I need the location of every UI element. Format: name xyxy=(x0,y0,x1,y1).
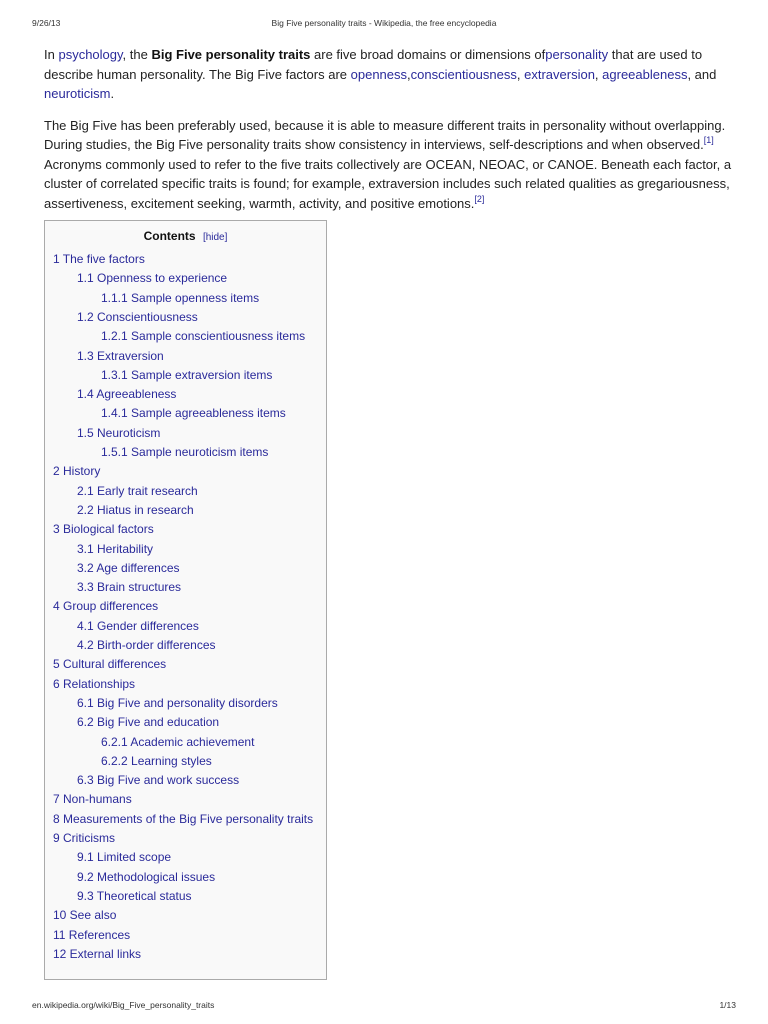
text: . xyxy=(110,86,115,101)
toc-item[interactable]: 4.1 Gender differences xyxy=(77,618,199,633)
toc-item[interactable]: 9 Criticisms xyxy=(53,831,115,845)
toc-item[interactable]: 11 References xyxy=(53,927,131,942)
toc-item[interactable]: 5 Cultural differences xyxy=(53,657,167,672)
text: , the xyxy=(122,47,152,62)
toc-item[interactable]: 6.2.1 Academic achievement xyxy=(101,734,255,749)
table-of-contents xyxy=(44,220,327,980)
toc-header xyxy=(45,229,326,243)
toc-item[interactable]: 4 Group differences xyxy=(53,599,159,614)
link-neuroticism[interactable]: neuroticism xyxy=(44,86,111,101)
toc-hide-toggle[interactable]: [hide] xyxy=(202,232,228,243)
toc-item[interactable]: 9.3 Theoretical status xyxy=(77,888,192,903)
page-number: 1/13 xyxy=(719,1000,736,1010)
bold-term: Big Five personality traits xyxy=(151,47,311,62)
toc-item[interactable]: 1.1.1 Sample openness items xyxy=(101,290,260,305)
toc-item[interactable]: 6.2.2 Learning styles xyxy=(101,753,212,768)
toc-item[interactable]: 12 External links xyxy=(53,946,142,961)
text: , xyxy=(516,66,525,82)
toc-item[interactable]: 9.2 Methodological issues xyxy=(77,869,216,884)
print-url: en.wikipedia.org/wiki/Big_Five_personality_traits xyxy=(32,1000,215,1010)
toc-item[interactable]: 3.3 Brain structures xyxy=(77,580,182,595)
article-body xyxy=(44,45,734,225)
toc-item[interactable]: 7 Non-humans xyxy=(53,792,132,807)
toc-item[interactable]: 2.2 Hiatus in research xyxy=(77,502,194,517)
toc-item[interactable]: 1.2.1 Sample conscientiousness items xyxy=(101,329,306,344)
link-openness[interactable]: openness xyxy=(350,66,408,82)
toc-item[interactable]: 1.4.1 Sample agreeableness items xyxy=(101,406,286,421)
toc-item[interactable]: 8 Measurements of the Big Five personality traits xyxy=(53,811,314,826)
toc-item[interactable]: 1.3.1 Sample extraversion items xyxy=(101,367,273,382)
link-agreeableness[interactable]: agreeableness xyxy=(602,66,688,82)
toc-item[interactable]: 10 See also xyxy=(53,908,117,923)
toc-title: Contents xyxy=(143,229,196,243)
toc-item[interactable]: 9.1 Limited scope xyxy=(77,850,172,865)
toc-item[interactable]: 6.3 Big Five and work success xyxy=(77,773,240,788)
text: The Big Five has been preferably used, because it is able to measure different traits in personality without overlapping. During studies, the Big Five personality traits show consistency in interviews, self-descriptions and when observed. xyxy=(44,117,726,152)
link-psychology[interactable]: psychology xyxy=(58,47,123,62)
toc-item[interactable]: 6.1 Big Five and personality disorders xyxy=(77,695,278,710)
text: , xyxy=(594,66,603,82)
toc-item[interactable]: 1.3 Extraversion xyxy=(77,348,164,363)
intro-paragraph-2 xyxy=(44,116,734,214)
link-extraversion[interactable]: extraversion xyxy=(524,66,595,82)
toc-item[interactable]: 3.1 Heritability xyxy=(77,541,154,556)
text: are five broad domains or dimensions of xyxy=(310,47,546,62)
text: Acronyms commonly used to refer to the five traits collectively are OCEAN, NEOAC, or CANOE. Beneath each factor, a cluster of correlated specific traits is found; for example, extraversion includes such related qualities as gregariousness, assertiveness, excitement seeking, warmth, activity, and positive emotions. xyxy=(44,156,732,211)
toc-item[interactable]: 1.5 Neuroticism xyxy=(77,425,161,440)
print-date: 9/26/13 xyxy=(32,18,61,28)
toc-item[interactable]: 3 Biological factors xyxy=(53,522,154,537)
toc-item[interactable]: 6.2 Big Five and education xyxy=(77,715,220,730)
toc-item[interactable]: 2 History xyxy=(53,464,101,479)
link-conscientiousness[interactable]: conscientiousness xyxy=(410,66,517,82)
print-page-title: Big Five personality traits - Wikipedia, the free encyclopedia xyxy=(271,18,497,28)
link-personality[interactable]: personality xyxy=(545,47,609,62)
toc-item[interactable]: 1.5.1 Sample neuroticism items xyxy=(101,445,269,459)
toc-item[interactable]: 6 Relationships xyxy=(53,676,136,691)
toc-item[interactable]: 4.2 Birth-order differences xyxy=(77,638,216,652)
toc-item[interactable]: 1.4 Agreeableness xyxy=(77,387,177,402)
toc-item[interactable]: 1.2 Conscientiousness xyxy=(77,309,198,324)
text: In xyxy=(44,47,59,62)
intro-paragraph-1 xyxy=(44,45,734,104)
toc-item[interactable]: 1 The five factors xyxy=(53,252,145,266)
text: , and xyxy=(687,66,717,82)
toc-item[interactable]: 3.2 Age differences xyxy=(77,560,180,575)
toc-item[interactable]: 1.1 Openness to experience xyxy=(77,271,228,286)
text: that are used to describe human personality. The Big Five factors are xyxy=(44,47,703,82)
citation-1[interactable]: [1] xyxy=(703,135,714,145)
citation-2[interactable]: [2] xyxy=(474,193,485,204)
text: , xyxy=(407,66,411,82)
toc-item[interactable]: 2.1 Early trait research xyxy=(77,483,198,498)
